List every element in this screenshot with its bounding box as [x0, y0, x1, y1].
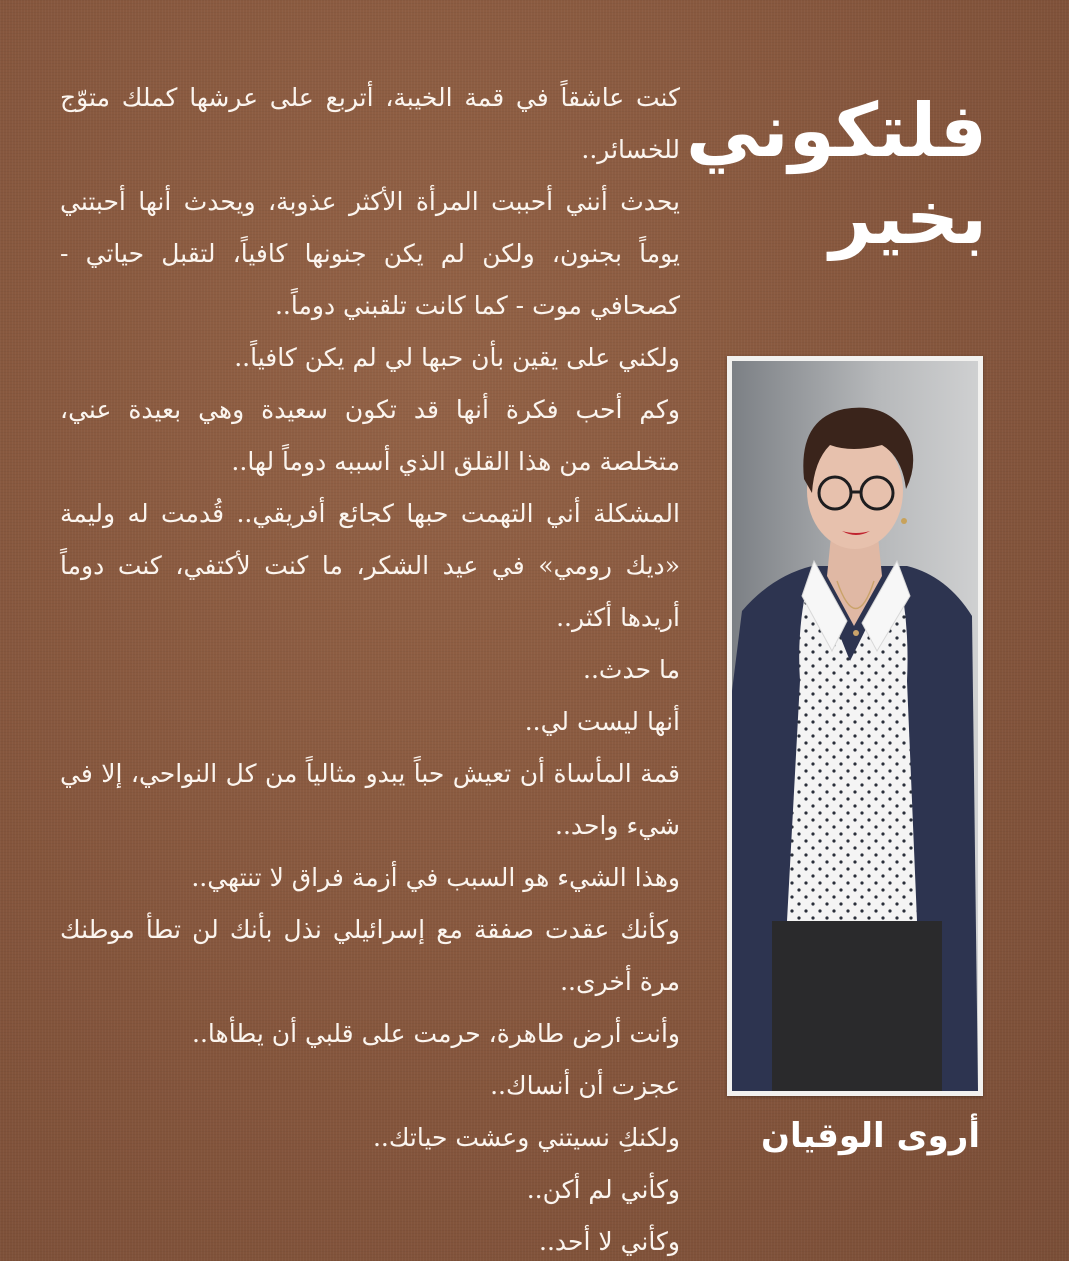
blurb-text: [60, 72, 680, 1261]
blurb-paragraph: قمة المأساة أن تعيش حباً يبدو مثالياً من كل النواحي، إلا في شيء واحد..: [60, 759, 680, 840]
blurb-paragraph: وهذا الشيء هو السبب في أزمة فراق لا تنتهي..: [191, 863, 680, 892]
blurb-paragraph: وكأنك عقدت صفقة مع إسرائيلي نذل بأنك لن تطأ موطنك مرة أخرى..: [60, 915, 680, 996]
blurb-paragraph: وأنت أرض طاهرة، حرمت على قلبي أن يطأها..: [192, 1019, 680, 1048]
book-title-line-1: فلتكوني: [686, 88, 987, 174]
book-title: [687, 88, 987, 263]
blurb-paragraph: وكأني لم أكن..: [526, 1175, 680, 1204]
book-title-line-2: بخير: [829, 175, 987, 262]
blurb-paragraph: وكم أحب فكرة أنها قد تكون سعيدة وهي بعيدة عني، متخلصة من هذا القلق الذي أسببه دوماً لها..: [60, 395, 680, 476]
author-photo: [727, 356, 983, 1096]
blurb-paragraph: يحدث أنني أحببت المرأة الأكثر عذوبة، ويحدث أنها أحبتني يوماً بجنون، ولكن لم يكن جنونها كافياً، لتقبل حياتي - كصحافي موت - كما كانت تلقبني دوماً..: [60, 187, 680, 320]
author-name: أروى الوقيان: [760, 1116, 980, 1156]
blurb-paragraph: ولكنكِ نسيتني وعشت حياتك..: [372, 1123, 680, 1152]
blurb-paragraph: وكأني لا أحد..: [539, 1227, 680, 1256]
blurb-paragraph: أنها ليست لي..: [524, 707, 680, 736]
blurb-paragraph: المشكلة أني التهمت حبها كجائع أفريقي.. قُدمت له وليمة «ديك رومي» في عيد الشكر، ما كنت لأكتفي، كنت دوماً أريدها أكثر..: [60, 499, 680, 632]
blurb-paragraph: ولكني على يقين بأن حبها لي لم يكن كافياً..: [234, 343, 680, 372]
blurb-paragraph: كنت عاشقاً في قمة الخيبة، أتربع على عرشها كملك متوّج للخسائر..: [60, 83, 680, 164]
blurb-paragraph: ما حدث..: [583, 655, 680, 684]
author-portrait-illustration: [732, 361, 978, 1091]
blurb-paragraph: عجزت أن أنساك..: [490, 1071, 680, 1100]
